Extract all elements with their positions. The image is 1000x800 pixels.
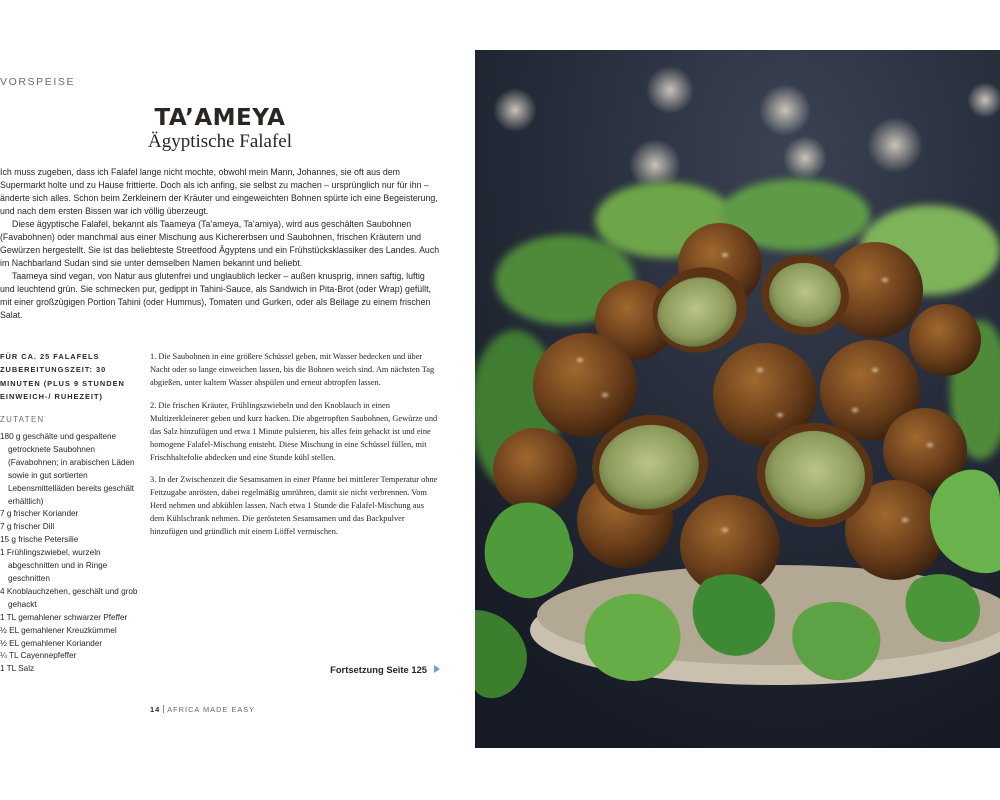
parsley-leaf [585, 594, 681, 681]
ingredient-item: ½ EL gemahlener Koriander [0, 638, 103, 648]
ingredient-item: 7 g frischer Koriander [0, 509, 79, 519]
sesame-seed [757, 368, 763, 371]
continuation-note [330, 664, 440, 675]
ingredient-item: 1 TL gemahlener schwarzer Pfeffer [0, 612, 128, 622]
ingredients-heading: ZUTATEN [0, 415, 45, 424]
sesame-seed [852, 408, 858, 411]
yield-info: FÜR CA. 25 FALAFELS [0, 352, 100, 361]
prep-time-info: ZUBEREITUNGSZEIT: 30 MINUTEN (PLUS 9 STUNDEN EINWEICH-/ RUHEZEIT) [0, 365, 125, 402]
ingredient-item: 1 TL Salz [0, 664, 35, 674]
ingredient-item: 15 g frische Petersilie [0, 535, 79, 545]
continuation-text: Fortsetzung Seite 125 [330, 664, 427, 675]
instruction-step: 2. Die frischen Kräuter, Frühlingszwiebeln und den Knoblauch in einen Multizerkleinerer geben und kurz hacken. Die abgetropften Saubohnen, Gewürze und das Salz hinzufügen und etwa 1 Minute pulsieren, bis alles fein gehackt ist und eine homogene Falafel-Mischung entsteht. Diese Mischung in eine Schüssel füllen, mit Frischhaltefolie abdecken und eine Stunde kühl stellen. [150, 400, 438, 462]
intro-paragraph: Diese ägyptische Falafel, bekannt als Taameya (Ta’ameya, Ta’amiya), wird aus geschälten Saubohnen (Favabohnen) oder manchmal aus einer Mischung aus Kichererbsen und Saubohnen, frischen Kräutern und Gewürzen hergestellt. Sie ist das beliebteste Streetfood Ägyptens und ein Frühstücksklassiker des Landes. Auch im Nachbarland Sudan sind sie unter demselben Namen bekannt und beliebt. [0, 219, 440, 268]
intro-paragraph: Taameya sind vegan, von Natur aus glutenfrei und unglaublich lecker – außen knusprig, innen saftig, luftig und leuchtend grün. Sie schmecken pur, gedippt in Tahini-Sauce, als Sandwich in Pita-Brot (oder Wrap) gefüllt, mit einer großzügigen Portion Tahini (oder Hummus), Tomaten und Gurken, oder als Beilage zu einem frischen Salat. [0, 271, 431, 320]
recipe-title: TA’AMEYA [154, 105, 286, 131]
instruction-step: 3. In der Zwischenzeit die Sesamsamen in einer Pfanne bei mittlerer Temperatur ohne Fettzugabe anrösten, dabei regelmäßig umrühren, damit sie nicht verbrennen. Vom Herd nehmen und abkühlen lassen. Nach etwa 1 Stunde die Falafel-Mischung aus dem Kühlschrank nehmen. Die gerösteten Sesamsamen und das Backpulver hinzufügen und gründlich mit einem Löffel vermischen. [150, 475, 438, 536]
sesame-seed [602, 393, 608, 396]
sesame-seed [902, 518, 908, 521]
triangle-arrow-icon [434, 665, 440, 673]
sesame-seed [882, 278, 888, 281]
intro-text [0, 166, 440, 322]
sesame-seed [722, 528, 728, 531]
recipe-meta [0, 350, 138, 404]
instruction-steps [150, 350, 440, 548]
falafel-photo [475, 50, 1000, 748]
ingredient-item: 7 g frischer Dill [0, 522, 55, 532]
ingredients-list [0, 431, 138, 676]
ingredient-item: 180 g geschälte und gespaltene getrocknete Saubohnen (Favabohnen; in arabischen Läden sowie in gut sortierten Lebensmittelläden bereits geschält erhältlich) [0, 432, 135, 506]
ingredient-item: ¼ TL Cayennepfeffer [0, 651, 77, 661]
page-number: 14 [150, 705, 161, 714]
instruction-step: 1. Die Saubohnen in eine größere Schüssel geben, mit Wasser bedecken und über Nacht oder so lange einweichen lassen, bis die Bohnen weich sind. Am nächsten Tag abgießen, unter kaltem Wasser abspülen und erneut abtropfen lassen. [150, 352, 435, 387]
section-label: VORSPEISE [0, 76, 76, 88]
sesame-seed [722, 253, 728, 256]
recipe-subtitle: Ägyptische Falafel [147, 131, 293, 152]
falafel-ball [533, 333, 637, 437]
falafel-ball [493, 428, 577, 512]
falafel-plate-illustration [475, 50, 1000, 748]
ingredient-item: 4 Knoblauchzehen, geschält und grob gehackt [0, 586, 138, 609]
bokeh-light [759, 84, 811, 136]
bokeh-light [867, 117, 923, 173]
ingredient-item: 1 Frühlingszwiebel, wurzeln abgeschnitten und in Ringe geschnitten [0, 548, 108, 583]
sesame-seed [927, 443, 933, 446]
book-title: AFRICA MADE EASY [167, 705, 256, 714]
intro-paragraph: Ich muss zugeben, dass ich Falafel lange nicht mochte, obwohl mein Mann, Johannes, sie oft aus dem Supermarkt holte und zu Hause frittierte. Doch als ich anfing, sie selbst zu machen – ursprünglich nur für ihn – änderte sich alles. Schon beim Zerkleinern der Kräuter und eingeweichten Bohnen spürte ich eine Begeisterung, und nach dem ersten Bissen war ich völlig überzeugt. [0, 167, 438, 216]
sesame-seed [577, 358, 583, 361]
bokeh-light [646, 66, 694, 114]
ingredient-item: ½ EL gemahlener Kreuzkümmel [0, 625, 117, 635]
falafel-ball [909, 304, 981, 376]
sesame-seed [777, 413, 783, 416]
bokeh-light [493, 88, 537, 132]
page-footer [150, 705, 255, 714]
footer-divider [163, 705, 164, 713]
sesame-seed [872, 368, 878, 371]
bokeh-light [783, 136, 827, 180]
